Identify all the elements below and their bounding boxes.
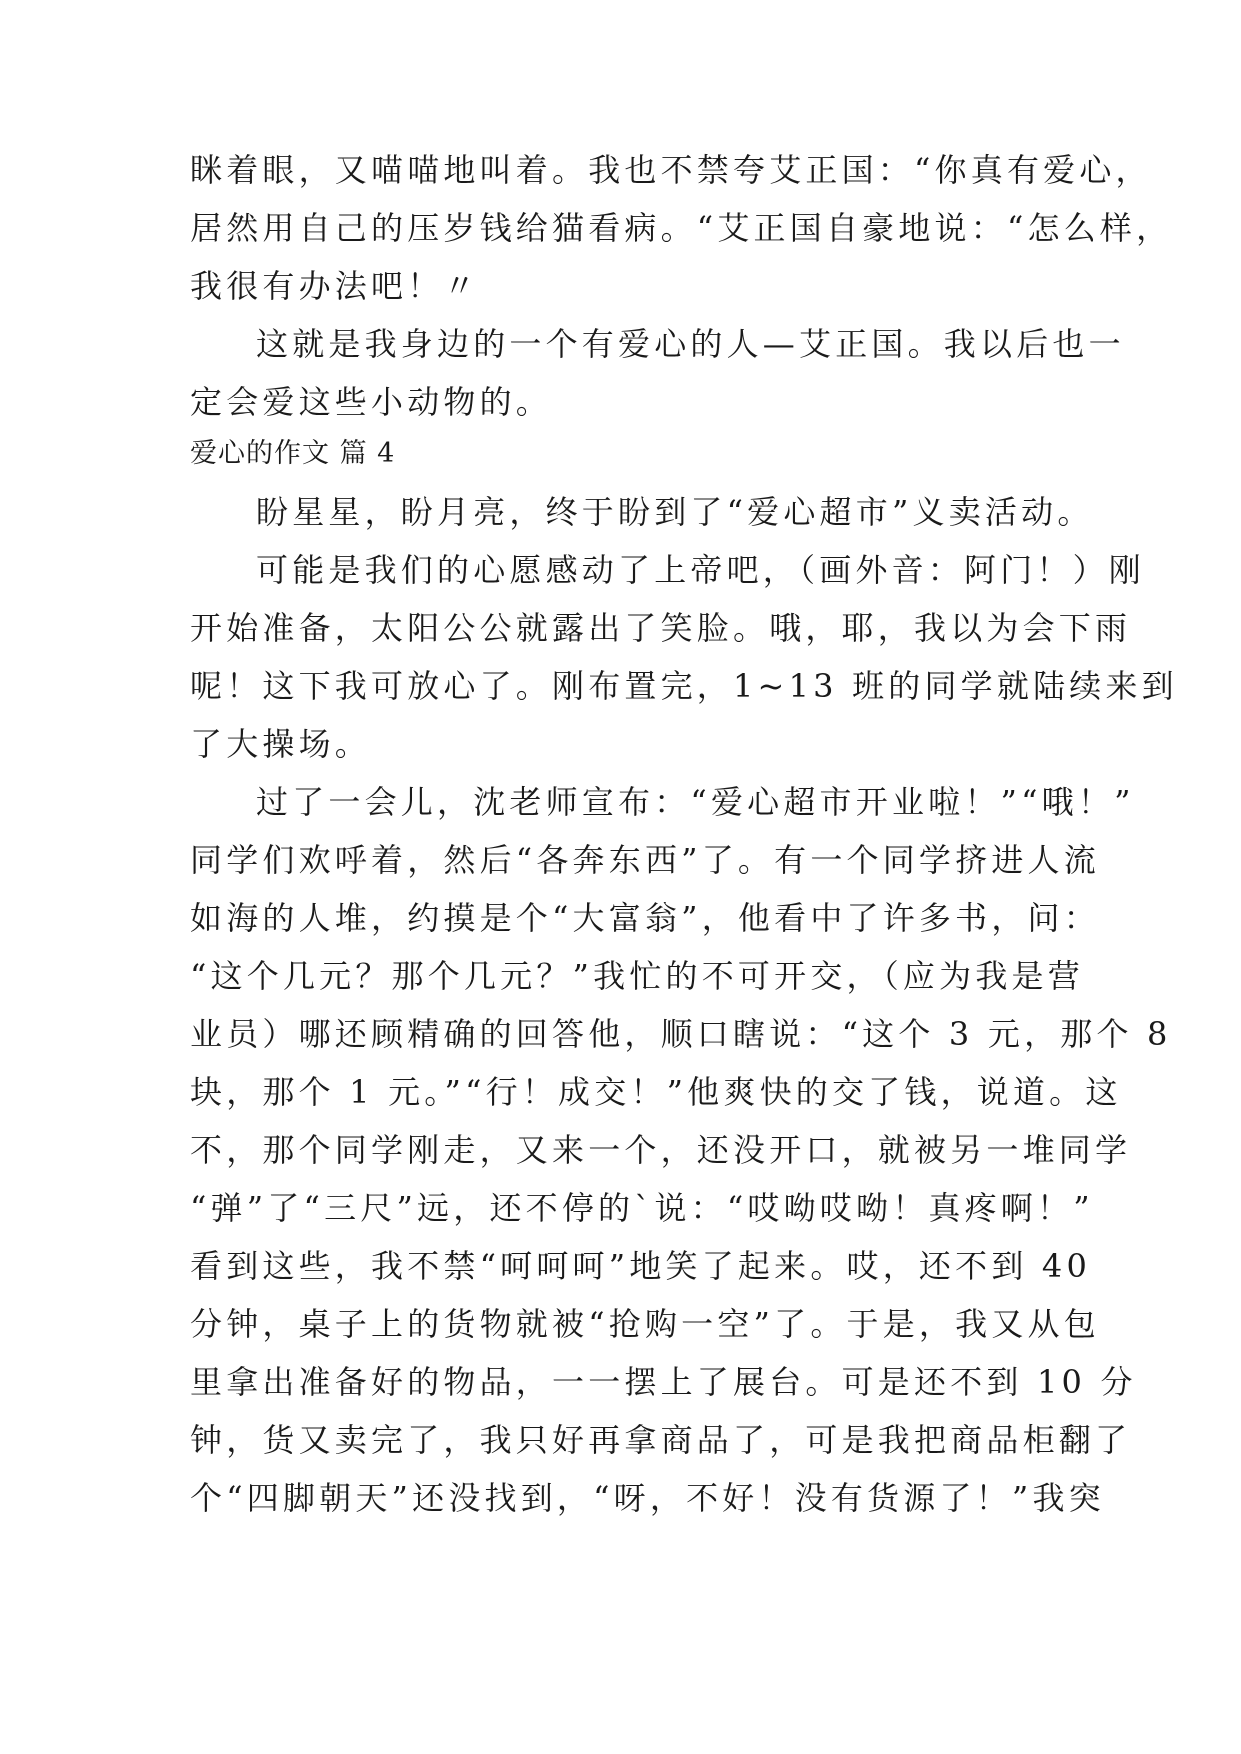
text-line: 里拿出准备好的物品，一一摆上了展台。可是还不到 10 分 — [190, 1363, 1137, 1401]
text-line: 定会爱这些小动物的。 — [190, 383, 553, 421]
paragraph-first-line: 可能是我们的心愿感动了上帝吧，（画外音：阿门！）刚 — [256, 551, 1146, 589]
text-line: 我很有办法吧！〃 — [190, 267, 480, 305]
text-line: 了大操场。 — [190, 725, 372, 763]
text-line: 同学们欢呼着，然后“各奔东西”了。有一个同学挤进人流 — [190, 841, 1100, 879]
text-line: 业员）哪还顾精确的回答他，顺口瞎说：“这个 3 元，那个 8 — [190, 1015, 1172, 1053]
text-line: 个“四脚朝天”还没找到，“呀，不好！没有货源了！”我突 — [190, 1479, 1105, 1517]
text-line: 分钟，桌子上的货物就被“抢购一空”了。于是，我又从包 — [190, 1305, 1100, 1343]
text-line: 呢！这下我可放心了。刚布置完，1~13 班的同学就陆续来到 — [190, 667, 1178, 705]
text-line: 居然用自己的压岁钱给猫看病。“艾正国自豪地说：“怎么样， — [190, 209, 1173, 247]
text-line: 不，那个同学刚走，又来一个，还没开口，就被另一堆同学 — [190, 1131, 1132, 1169]
text-line: 如海的人堆，约摸是个“大富翁”，他看中了许多书，问： — [190, 899, 1100, 937]
text-line: “这个几元？那个几元？”我忙的不可开交，（应为我是营 — [190, 957, 1084, 995]
text-line: 开始准备，太阳公公就露出了笑脸。哦，耶，我以为会下雨 — [190, 609, 1132, 647]
text-line: 钟，货又卖完了，我只好再拿商品了，可是我把商品柜翻了 — [190, 1421, 1132, 1459]
paragraph-first-line: 过了一会儿，沈老师宣布：“爱心超市开业啦！”“哦！” — [256, 783, 1135, 821]
section-heading: 爱心的作文 篇 4 — [190, 438, 396, 469]
paragraph-first-line: 这就是我身边的一个有爱心的人—艾正国。我以后也一 — [256, 325, 1125, 363]
paragraph-first-line: 盼星星，盼月亮，终于盼到了“爱心超市”义卖活动。 — [256, 493, 1094, 531]
text-line: 看到这些，我不禁“呵呵呵”地笑了起来。哎，还不到 40 — [190, 1247, 1092, 1285]
text-line: “弹”了“三尺”远，还不停的`说：“哎呦哎呦！真疼啊！” — [190, 1189, 1094, 1227]
text-line: 块，那个 1 元。”“行！成交！”他爽快的交了钱，说道。这 — [190, 1073, 1122, 1111]
text-line: 眯着眼，又喵喵地叫着。我也不禁夸艾正国：“你真有爱心， — [190, 151, 1152, 189]
